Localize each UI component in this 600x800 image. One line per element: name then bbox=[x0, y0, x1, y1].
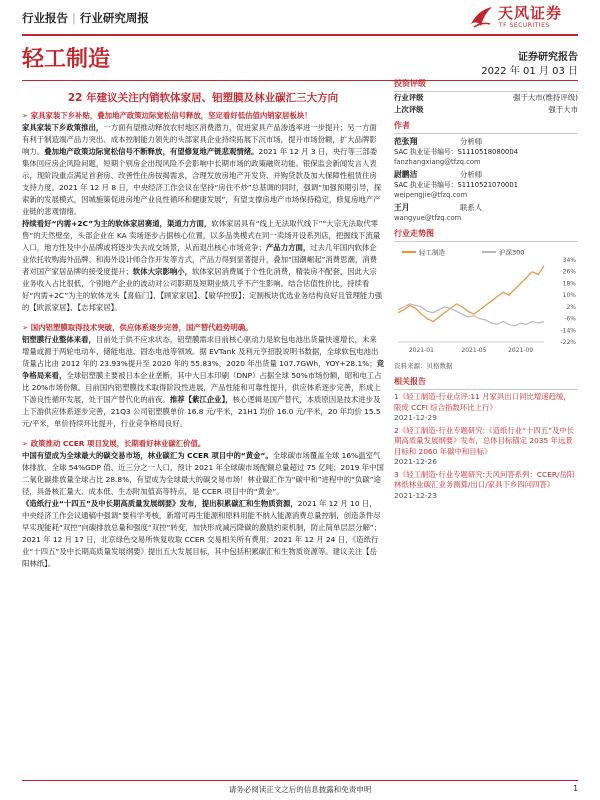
bold-text: 叠加地产政策边际宽松信号不断释放，有望修复地产链悲观情绪。 bbox=[44, 147, 259, 156]
x-tick-label: 2021-09 bbox=[508, 347, 534, 354]
y-tick-label: -14% bbox=[560, 327, 576, 335]
analyst-cert: SAC 执业证书编号：S1110521070001 bbox=[394, 181, 518, 189]
analyst-list bbox=[394, 137, 578, 223]
subcategory-label: 行业研究周报 bbox=[79, 11, 149, 25]
body-paragraph bbox=[22, 498, 384, 570]
page-number: 1 bbox=[573, 784, 578, 793]
analyst-name: 王月 bbox=[394, 203, 410, 212]
trend-chart-svg bbox=[394, 246, 578, 358]
bold-text: 《造纸行业“十四五”及中长期高质量发展纲要》发布，提出积累碳汇和生物质资源， bbox=[22, 499, 298, 508]
analyst-email[interactable]: wangyue@tfzq.com bbox=[394, 214, 462, 222]
related-title: 相关报告 bbox=[394, 376, 578, 390]
related-report-date: 2021-12-26 bbox=[394, 457, 437, 466]
body-text: 软体家居消费属于个性化消费，精装房不配套，因此大宗业务收入占比很低，个别地产企业的波动对公司影期及短期业绩几乎不产生影响。结合估值性价比，持续看好“内需+2C”为主的软体龙头【喜临门】、【顾家家居】、【敏华控股】；定制板块优选业务结构良好且管理能力强的【欧派家居】、【志邦家居】。 bbox=[22, 267, 383, 312]
report-headline: 22 年建议关注内销软体家居、铝塑膜及林业碳汇三大方向 bbox=[67, 92, 339, 104]
category-separator: | bbox=[72, 11, 76, 25]
rating-label: 行业评级 bbox=[394, 93, 424, 102]
x-tick-label: 2021-05 bbox=[461, 347, 487, 354]
trend-title: 行业走势图 bbox=[394, 228, 578, 242]
sidebar bbox=[394, 78, 578, 501]
bold-text: 家具家装下乡政策推出， bbox=[22, 123, 104, 132]
bold-text: 铝塑膜行业整体来看， bbox=[22, 335, 96, 344]
analyst-email[interactable]: weipengjie@tfzq.com bbox=[394, 191, 468, 199]
rating-value: 强于大市(维持评级) bbox=[513, 93, 578, 102]
y-tick-label: 34% bbox=[562, 257, 576, 264]
rating-row bbox=[394, 92, 578, 104]
report-type: 证券研究报告 bbox=[518, 52, 578, 63]
analyst-entry bbox=[394, 137, 578, 167]
series-line bbox=[398, 304, 544, 326]
analyst-email[interactable]: fanzhangxiang@tfzq.com bbox=[394, 158, 481, 166]
y-tick-label: 10% bbox=[562, 292, 576, 300]
prev-rating-value: 强于大市 bbox=[548, 105, 578, 114]
y-tick-label: -6% bbox=[564, 315, 576, 323]
analyst-cert: SAC 执业证书编号：S1110518080004 bbox=[394, 148, 518, 156]
series-line bbox=[398, 266, 544, 322]
body-paragraph bbox=[22, 334, 384, 430]
related-report[interactable] bbox=[394, 392, 578, 424]
body-text: 全球铝塑膜主要被日本企业垄断，其中大日本印刷（DNP）占据全球 50%市场份额，昭和电工占比 20%市场份额。目前国内铝塑膜技术取得阶段性进展，产品性能和可靠性提升，供应体系逐步完善，形成上下游良性循环发展，处于国产替代化的前夜。 bbox=[22, 371, 382, 404]
analyst-role: 联系人 bbox=[460, 203, 483, 212]
body-text: 目前处于供不应求状态，铝塑膜需求目前核心驱动力是软包电池出货量快速增长，未来增量或源于两轮电动车、储能电池、固态电池等领域。据 EVTank 及利元亨招股说明书数据，全球软包电池出货量占比由 2012 年的 23.93%提升至 2020 年的 55.83%，2020 年出货量 107.7GWh，YOY+28.1%； bbox=[22, 335, 379, 368]
logo-en: TF SECURITIES bbox=[499, 22, 550, 29]
prev-rating-label: 上次评级 bbox=[394, 105, 424, 114]
report-date: 2022 年 01 月 03 日 bbox=[481, 66, 578, 77]
y-tick-label: 26% bbox=[562, 268, 576, 276]
analyst-role: 分析师 bbox=[460, 170, 483, 179]
bold-text: 软体大宗影响小， bbox=[132, 267, 193, 276]
related-report-title[interactable]: 3《轻工制造-行业专题研究:天风问答系列：CCER/岳阳林纸林业碳汇业务测算/出口/家具下乡四问四答》 bbox=[394, 469, 575, 489]
related-report[interactable] bbox=[394, 470, 578, 502]
rating-title: 投资评级 bbox=[394, 78, 578, 92]
y-tick-label: -22% bbox=[560, 339, 576, 346]
body-paragraph bbox=[22, 450, 384, 498]
page-title: 轻工制造 bbox=[22, 47, 111, 72]
x-tick-label: 2021-01 bbox=[408, 347, 434, 354]
chart-source: 资料来源：贝格数据 bbox=[394, 362, 453, 370]
main-body bbox=[22, 110, 384, 570]
related-report[interactable] bbox=[394, 426, 578, 468]
brand-logo bbox=[468, 2, 578, 32]
related-list bbox=[394, 392, 578, 501]
related-report-date: 2021-12-23 bbox=[394, 490, 437, 500]
related-report-title[interactable]: 2《轻工制造-行业专题研究:《造纸行业“十四五”及中长期高质量发展纲要》发布，总体目标锚定 2035 年远景目标和 2060 年碳中和目标》 bbox=[394, 425, 575, 456]
bold-text: 产品力方面， bbox=[265, 243, 311, 252]
analyst-entry bbox=[394, 203, 578, 223]
y-tick-label: 2% bbox=[566, 303, 576, 311]
legend-label: 轻工制造 bbox=[419, 248, 445, 257]
body-text: 过去几年国内软体企业依托收购海外品牌、和海外设计师合作开发等方式，产品力得到显著提升，叠加“国潮崛起”消费思潮，消费者对国产家居品牌的接受度提升； bbox=[22, 243, 378, 276]
footer-disclaimer: 请务必阅读正文之后的信息披露和免责申明 bbox=[228, 785, 372, 794]
header-category bbox=[22, 10, 149, 26]
y-tick-label: 18% bbox=[562, 280, 576, 288]
body-text: 核心逻辑是国产替代，本质原因是技术进步及上下游供应体系逐步完善，21Q3 公司铝塑膜单价 16.8 元/平米，21H1 均价 16.0 元/平米，20 年均价 15.5 元/平米，单价持续环比提升，行业竞争格局良好。 bbox=[22, 395, 381, 428]
analyst-role: 分析师 bbox=[460, 137, 483, 146]
body-paragraph bbox=[22, 218, 384, 314]
analyst-entry bbox=[394, 170, 578, 200]
trend-chart bbox=[394, 246, 578, 360]
related-report-date: 2021-12-29 bbox=[394, 413, 437, 422]
body-text: 全球碳市场覆盖全球 16%温室气体排放、全球 54%GDP 值、近三分之一人口，预计 2021 年全球碳市场配额总量超过 75 亿吨；2019 年中国二氧化碳排放量全球占比 28.8%，有望成为全球最大的碳交易市场！林业碳汇作为“碳中和”进程中的“负碳”途径，具备核汇量大、成本低、生态附加值高等特点，是 CCER 项目中的“黄金”。 bbox=[22, 451, 384, 496]
bold-text: 持续看好“内需+2C”为主的软体家居赛道，渠道力方面， bbox=[22, 219, 212, 228]
body-text: 2021 年 12 月 10 日，中央经济工作会议通稿中强调“要科学考核，新增可再生能源和原料用能不纳入能源消费总量控制，创造条件尽早实现能耗“双控”向碳排放总量和强度“双控”转变，加快形成减污降碳的激励约束机制，防止简单层层分解”；2021 年 12 月 17 日，北京绿色交易所恢复收取 CCER 交易相关所有费用；2021 年 12 月 24 日，《造纸行业“十四五”及中长期高质量发展纲要》提出五大发展目标，其中包括积累碳汇和生物质资源等。建议关注【岳阳林纸】。 bbox=[22, 499, 382, 568]
section-heading: ➢ 政策推动 CCER 项目发展，长期看好林业碳汇价值。 bbox=[22, 439, 206, 448]
header-divider bbox=[22, 34, 578, 36]
prev-rating-row bbox=[394, 104, 578, 116]
body-text: 一方面有望推动释放农村地区消费潜力，促进家具产品渗透率进一步提升；另一方面有利于制造端产品力突出、成本控制能力领先的头部家具企业持续拓展下沉市场，提升市场份额，扩大品牌影响力。 bbox=[22, 123, 377, 156]
logo-cn: 天风证券 bbox=[498, 4, 563, 22]
legend-label: 沪深300 bbox=[499, 248, 525, 257]
analyst-name: 范张翔 bbox=[394, 137, 418, 146]
bold-text: 中国有望成为全球最大的碳交易市场，林业碳汇为 CCER 项目中的“黄金”。 bbox=[22, 451, 273, 460]
footer-divider bbox=[22, 780, 578, 781]
wind-logo-icon bbox=[468, 4, 494, 30]
section-heading: ➢ 家具家装下乡补贴，叠加地产政策边际宽松信号释放，坚定看好低估值内销家居板块！ bbox=[22, 111, 312, 120]
bold-text: 竞争格局来看， bbox=[22, 359, 384, 380]
body-text: 2021 年 12 月 3 日，央行等三部委集体回应房企风险问题，短期个别房企出现风险不会影响中长期市场的政策融资功能。银保监会新闻发言人表示，现阶段重点满足首套房、改善性住房按揭需求，合理发放房地产开发贷、并购贷款及加大保障性租赁住房支持力度。2021 年 12 月 8 日，中央经济工作会议在坚持“房住不炒”总基调的同时，强调“加强预期引导，探索新的发展模式，因城施策促进房地产业良性循环和健康发展”，有望支撑房地产市场保持稳定，修复房地产产业链的悲观情绪。 bbox=[22, 147, 382, 216]
body-text: 软体家居具有“线上无法取代线下”“大宗无法取代零售”的天然壁垒，头部企业在 KA 卖场逐步占据核心位置，以多品类模式在同一卖场开设系列店，把握线下流量入口，地方性及中小品牌或将逐步失去成交场景，从而退出核心市场竞争； bbox=[22, 219, 381, 252]
category-label: 行业报告 bbox=[22, 11, 68, 25]
analysts-title: 作者 bbox=[394, 120, 578, 134]
analyst-name: 尉鹏洁 bbox=[394, 170, 418, 179]
section-heading: ➢ 国内铝塑膜取得技术突破，供应体系逐步完善，国产替代趋势明确。 bbox=[22, 323, 253, 332]
bold-text: 推荐【紫江企业】， bbox=[169, 395, 233, 404]
body-paragraph bbox=[22, 122, 384, 218]
related-report-title[interactable]: 1《轻工制造-行业点评:11 月家具出口同比增速趋缓，限废 CCFI 综合指数环比上行》 bbox=[394, 392, 571, 412]
